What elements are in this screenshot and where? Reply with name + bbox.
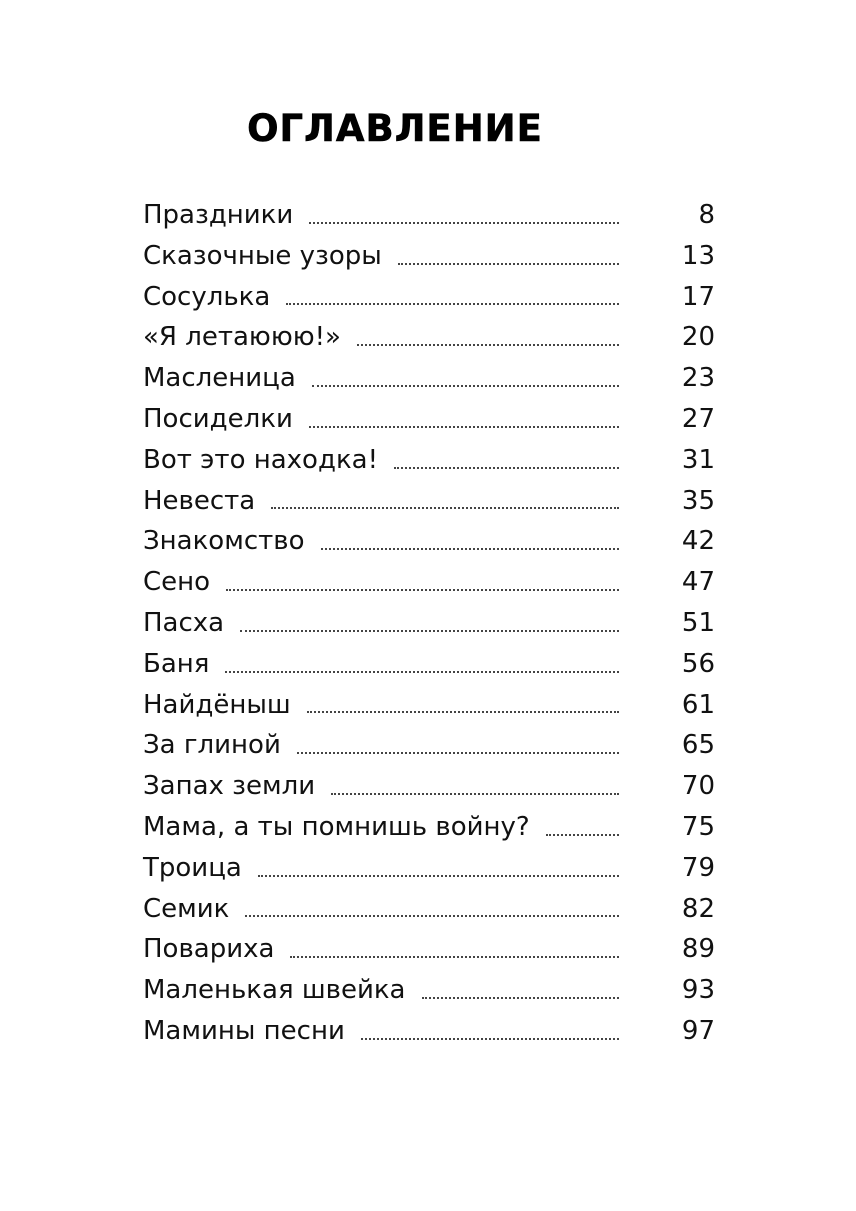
toc-entry[interactable] — [143, 195, 715, 236]
toc-entry-title: Праздники — [143, 195, 309, 236]
toc-entry[interactable] — [143, 766, 715, 807]
toc-page-number: 47 — [681, 567, 715, 598]
toc-page-number: 23 — [681, 363, 715, 394]
toc-entry[interactable] — [143, 970, 715, 1011]
dot-leader — [286, 302, 619, 305]
toc-entry[interactable] — [143, 644, 715, 685]
toc-page-number: 31 — [681, 444, 715, 475]
toc-entry[interactable] — [143, 236, 715, 277]
dot-leader — [422, 996, 620, 999]
table-of-contents — [143, 195, 715, 1052]
toc-entry-title: Троица — [143, 848, 258, 889]
toc-entry[interactable] — [143, 317, 715, 358]
toc-entry[interactable] — [143, 399, 715, 440]
toc-entry[interactable] — [143, 1011, 715, 1052]
toc-entry[interactable] — [143, 521, 715, 562]
dot-leader — [225, 670, 619, 673]
toc-page-number: 8 — [698, 200, 715, 230]
toc-entry-title: Сено — [143, 562, 226, 603]
dot-leader — [309, 425, 619, 428]
dot-leader — [309, 221, 619, 224]
dot-leader — [546, 833, 619, 836]
toc-entry-title: Повариха — [143, 929, 290, 970]
toc-entry-title: За глиной — [143, 725, 297, 766]
toc-page-number: 93 — [681, 975, 715, 1006]
dot-leader — [331, 792, 619, 795]
toc-page-number: 27 — [681, 403, 715, 434]
dot-leader — [321, 547, 620, 550]
toc-page-number: 17 — [681, 281, 715, 312]
toc-entry-title: Сказочные узоры — [143, 236, 398, 277]
toc-entry[interactable] — [143, 889, 715, 930]
toc-page-number: 75 — [681, 811, 715, 842]
dot-leader — [307, 710, 619, 713]
toc-entry-title: Мамины песни — [143, 1011, 361, 1052]
dot-leader — [398, 262, 619, 265]
toc-entry-title: Масленица — [143, 358, 312, 399]
toc-entry-title: Баня — [143, 644, 225, 685]
toc-entry-title: Мама, а ты помнишь войну? — [143, 807, 546, 848]
toc-page-number: 42 — [681, 526, 715, 557]
toc-page-number: 79 — [681, 852, 715, 883]
toc-entry-title: Вот это находка! — [143, 440, 394, 481]
toc-page-number: 61 — [681, 689, 715, 720]
toc-entry-title: Пасха — [143, 603, 240, 644]
page-title: ОГЛАВЛЕНИЕ — [247, 107, 543, 150]
toc-entry[interactable] — [143, 725, 715, 766]
dot-leader — [271, 506, 619, 509]
dot-leader — [245, 914, 619, 917]
toc-page-number: 70 — [681, 771, 715, 802]
toc-page-number: 35 — [681, 485, 715, 516]
toc-entry[interactable] — [143, 481, 715, 522]
dot-leader — [290, 955, 619, 958]
toc-entry[interactable] — [143, 685, 715, 726]
toc-page-number: 82 — [681, 893, 715, 924]
toc-page-number: 20 — [681, 322, 715, 353]
toc-entry[interactable] — [143, 603, 715, 644]
toc-entry[interactable] — [143, 848, 715, 889]
toc-entry-title: Невеста — [143, 481, 271, 522]
toc-entry-title: Запах земли — [143, 766, 331, 807]
toc-entry[interactable] — [143, 277, 715, 318]
toc-entry-title: Посиделки — [143, 399, 309, 440]
toc-page-number: 65 — [681, 730, 715, 761]
toc-entry-title: Маленькая швейка — [143, 970, 422, 1011]
toc-page-number: 89 — [681, 934, 715, 965]
dot-leader — [240, 629, 619, 632]
toc-entry-title: «Я летаююю!» — [143, 317, 357, 358]
toc-entry-title: Семик — [143, 889, 245, 930]
dot-leader — [297, 751, 619, 754]
dot-leader — [226, 588, 619, 591]
dot-leader — [357, 343, 619, 346]
toc-entry[interactable] — [143, 358, 715, 399]
toc-entry-title: Сосулька — [143, 277, 286, 318]
toc-entry[interactable] — [143, 562, 715, 603]
toc-page-number: 13 — [681, 240, 715, 271]
toc-page-number: 51 — [681, 607, 715, 638]
dot-leader — [361, 1037, 619, 1040]
dot-leader — [394, 466, 619, 469]
toc-entry[interactable] — [143, 807, 715, 848]
toc-entry-title: Знакомство — [143, 521, 321, 562]
toc-page-number: 97 — [681, 1015, 715, 1046]
toc-entry[interactable] — [143, 440, 715, 481]
toc-entry[interactable] — [143, 929, 715, 970]
toc-page-number: 56 — [681, 648, 715, 679]
dot-leader — [258, 874, 619, 877]
dot-leader — [312, 384, 619, 387]
toc-entry-title: Найдёныш — [143, 685, 307, 726]
